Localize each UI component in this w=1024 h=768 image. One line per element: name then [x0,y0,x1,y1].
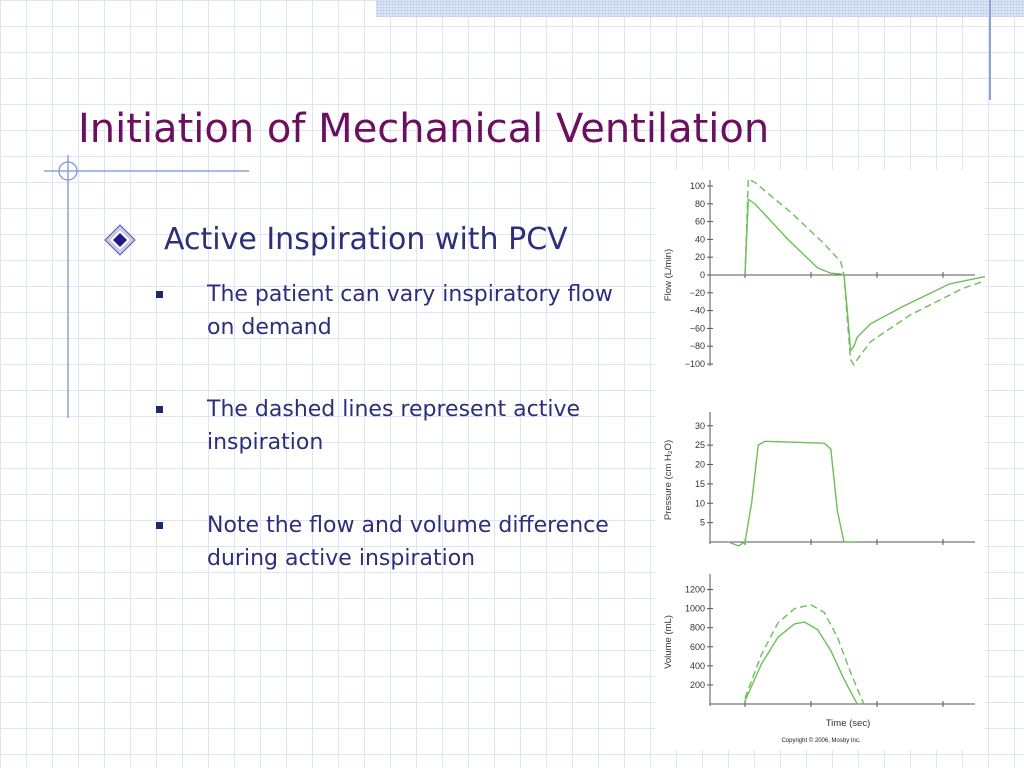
y-tick-label: 1200 [684,584,705,595]
top-decor-bar [376,0,1024,17]
solid-series-line [745,622,857,704]
y-tick-label: 0 [699,270,705,280]
y-tick-label: 600 [689,641,705,652]
y-axis-label: Volume (mL) [663,615,674,669]
waveform-charts [655,170,985,750]
solid-series-line [729,441,858,546]
dashed-series-line [745,605,864,704]
y-tick-label: 80 [694,198,705,209]
y-tick-label: 25 [694,440,705,451]
y-tick-label: 200 [689,679,705,690]
x-axis-label: Time (sec) [825,718,871,729]
y-tick-label: 400 [689,660,705,671]
y-tick-label: 10 [694,498,705,509]
y-tick-label: 60 [694,216,705,227]
dashed-series-line [745,179,985,365]
diamond-bullet-icon [104,224,136,256]
y-tick-label: 100 [689,181,705,191]
square-bullet-icon [156,291,163,298]
y-tick-label: −40 [689,305,705,316]
y-tick-label: 20 [694,252,705,263]
y-axis-label: Pressure (cm H₂O) [663,439,674,521]
ventilator-waveform-figure [655,170,985,750]
square-bullet-icon [156,522,163,529]
y-tick-label: 40 [694,234,705,245]
y-tick-label: 15 [694,478,705,489]
square-bullet-icon [156,406,163,413]
y-tick-label: 5 [699,517,705,528]
right-decor-line [989,0,991,100]
y-tick-label: −80 [689,341,705,352]
y-tick-label: −100 [684,359,705,369]
y-tick-label: 20 [694,459,705,470]
y-axis-label: Flow (L/min) [663,248,674,302]
y-tick-label: 800 [689,622,705,633]
sub-bullet-text: The patient can vary inspiratory flow on demand [207,282,613,340]
y-tick-label: −20 [689,287,705,298]
main-bullet-text: Active Inspiration with PCV [164,222,568,257]
y-tick-label: 1000 [684,603,705,614]
main-bullet [104,222,568,257]
sub-bullet-text: The dashed lines represent active inspiration [207,397,581,455]
y-tick-label: 30 [694,420,705,431]
copyright-text: Copyright © 2006, Mosby Inc. [781,738,861,744]
slide-title: Initiation of Mechanical Ventilation [78,106,770,152]
y-tick-label: −60 [689,323,705,334]
sub-bullet-text: Note the flow and volume difference during active inspiration [207,513,609,571]
